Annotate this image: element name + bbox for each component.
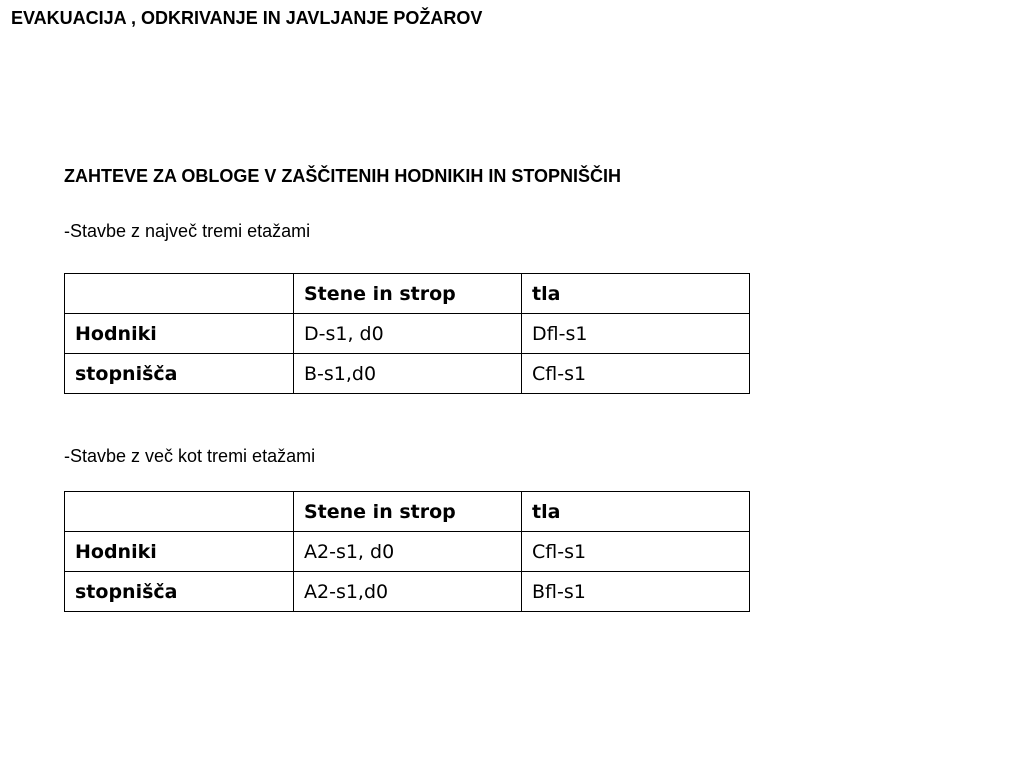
cell-walls-ceiling: A2-s1, d0: [294, 532, 522, 572]
table-row: [65, 532, 750, 572]
header-cell-walls-ceiling: Stene in strop: [294, 274, 522, 314]
row-label-corridors: Hodniki: [65, 532, 294, 572]
row-label-corridors: Hodniki: [65, 314, 294, 354]
section-heading: ZAHTEVE ZA OBLOGE V ZAŠČITENIH HODNIKIH IN STOPNIŠČIH: [64, 166, 622, 186]
header-cell-floor: tla: [522, 492, 750, 532]
table-row: [65, 354, 750, 394]
group-label-more-than-three-floors: -Stavbe z več kot tremi etažami: [64, 446, 316, 466]
header-cell-walls-ceiling: Stene in strop: [294, 492, 522, 532]
group-label-up-to-three-floors: -Stavbe z največ tremi etažami: [64, 221, 311, 241]
cell-floor: Cfl-s1: [522, 532, 750, 572]
cell-floor: Cfl-s1: [522, 354, 750, 394]
cell-walls-ceiling: D-s1, d0: [294, 314, 522, 354]
page-title: EVAKUACIJA , ODKRIVANJE IN JAVLJANJE POŽAROV: [11, 8, 483, 28]
cell-floor: Bfl-s1: [522, 572, 750, 612]
table-header-row: [65, 492, 750, 532]
cell-walls-ceiling: A2-s1,d0: [294, 572, 522, 612]
header-cell-floor: tla: [522, 274, 750, 314]
row-label-staircases: stopnišča: [65, 572, 294, 612]
table-header-row: [65, 274, 750, 314]
table-row: [65, 314, 750, 354]
header-cell-empty: [65, 492, 294, 532]
requirements-table-more-than-three-floors: [64, 491, 750, 612]
cell-walls-ceiling: B-s1,d0: [294, 354, 522, 394]
table-row: [65, 572, 750, 612]
header-cell-empty: [65, 274, 294, 314]
requirements-table-up-to-three-floors: [64, 273, 750, 394]
row-label-staircases: stopnišča: [65, 354, 294, 394]
cell-floor: Dfl-s1: [522, 314, 750, 354]
